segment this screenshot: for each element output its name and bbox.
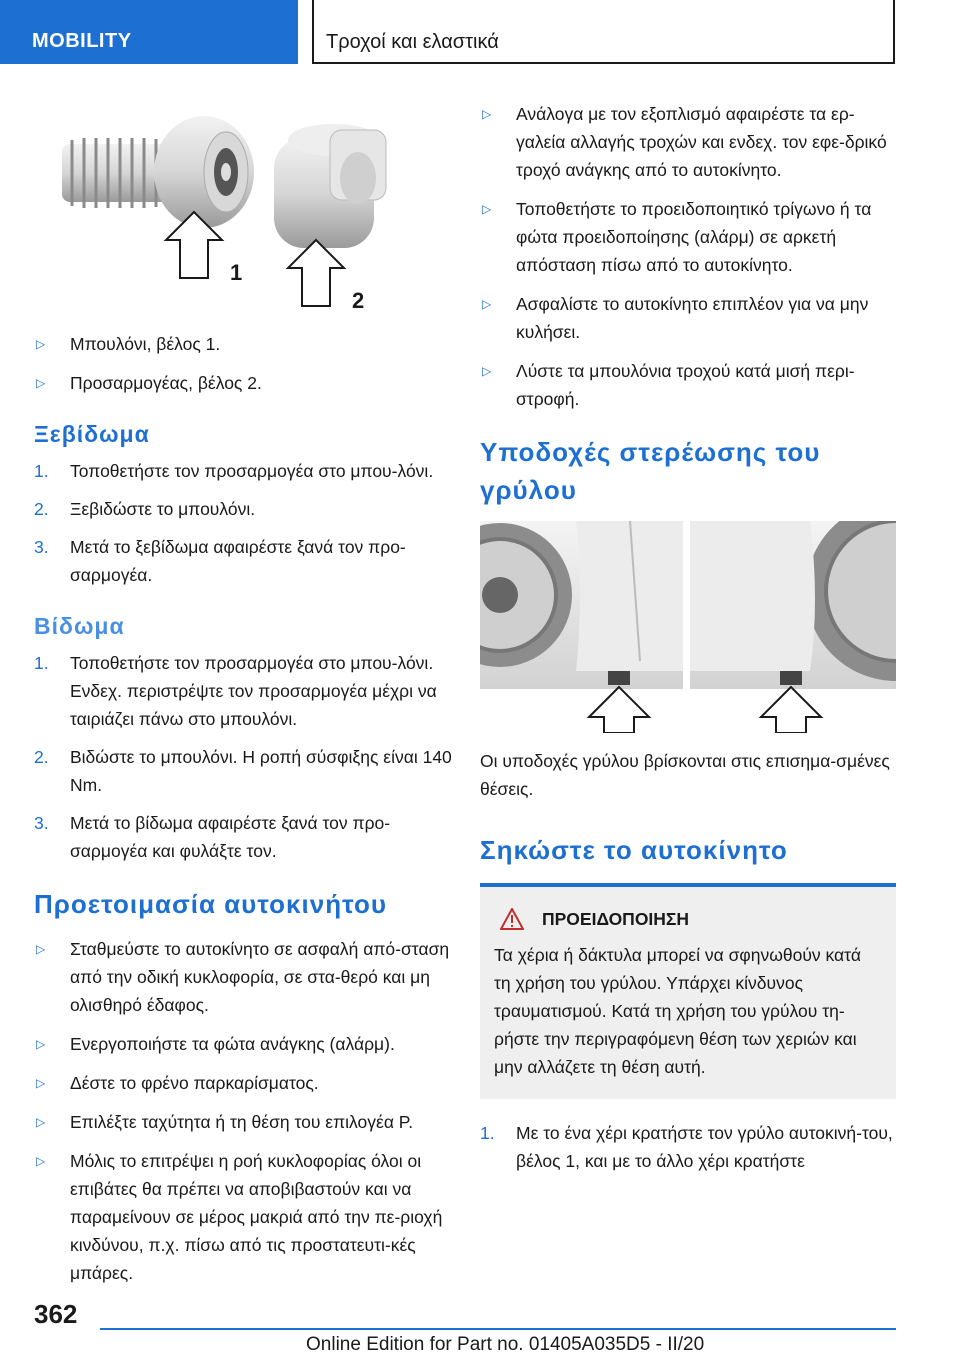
triangle-bullet-icon: ▷ xyxy=(36,1115,46,1129)
triangle-bullet-icon: ▷ xyxy=(36,376,46,390)
chapter-tab xyxy=(0,0,298,64)
triangle-bullet-icon: ▷ xyxy=(482,364,492,378)
list-item: 3. Μετά το βίδωμα αφαιρέστε ξανά τον προ-σαρμογέα και φυλάξτε τον. xyxy=(34,813,391,861)
label-1: 1 xyxy=(230,260,243,285)
warning-title: ΠΡΟΕΙΔΟΠΟΙΗΣΗ xyxy=(494,905,882,933)
list-item: ▷ Προσαρμογέας, βέλος 2. xyxy=(34,369,454,397)
screw-steps xyxy=(34,649,454,865)
arrow-2-icon xyxy=(288,240,344,306)
right-column xyxy=(480,100,896,1185)
raise-steps xyxy=(480,1119,896,1175)
list-item: ▷ Λύστε τα μπουλόνια τροχού κατά μισή περι-στροφή. xyxy=(480,357,896,413)
list-item: ▷ Τοποθετήστε το προειδοποιητικό τρίγωνο ή τα φώτα προειδοποίησης (αλάρμ) σε αρκετή απόσταση πίσω από το αυτοκίνητο. xyxy=(480,195,896,279)
edition-info: Online Edition for Part no. 01405A035D5 - II/20 xyxy=(306,1334,705,1355)
triangle-bullet-icon: ▷ xyxy=(482,202,492,216)
list-item: 1. Με το ένα χέρι κρατήστε τον γρύλο αυτοκινή-του, βέλος 1, και με το άλλο χέρι κρατήστε xyxy=(480,1123,893,1171)
lock-bolt-figure xyxy=(34,108,454,308)
list-item: ▷ Μόλις το επιτρέψει η ροή κυκλοφορίας όλοι οι επιβάτες θα πρέπει να αποβιβαστούν και να παραμείνουν σε μέρος μακριά από την πε-ριοχή κινδύνου, π.χ. πίσω από τις προστατευτι-κές μπάρες. xyxy=(34,1147,454,1287)
rear-jack-point-image xyxy=(690,521,896,689)
figure-legend xyxy=(34,330,454,397)
list-item: 2. Βιδώστε το μπουλόνι. Η ροπή σύσφιξης είναι 140 Nm. xyxy=(34,747,452,795)
list-item: 1. Τοποθετήστε τον προσαρμογέα στο μπου-λόνι. Ενδεχ. περιστρέψτε τον προσαρμογέα μέχρι να ταιριάζει πάνω στο μπουλόνι. xyxy=(34,653,437,729)
page-title: Τροχοί και ελαστικά xyxy=(326,31,499,53)
bolt-image xyxy=(62,116,254,228)
triangle-bullet-icon: ▷ xyxy=(36,1154,46,1168)
triangle-bullet-icon: ▷ xyxy=(36,1037,46,1051)
triangle-bullet-icon: ▷ xyxy=(482,107,492,121)
heading-vehicle-prep: Προετοιμασία αυτοκινήτου xyxy=(34,889,388,919)
jack-points-caption: Οι υποδοχές γρύλου βρίσκονται στις επισημα-σμένες θέσεις. xyxy=(480,751,890,799)
label-2: 2 xyxy=(352,288,365,308)
list-item: 2. Ξεβιδώστε το μπουλόνι. xyxy=(34,499,256,519)
header-divider-right xyxy=(893,0,895,64)
heading-jack-points: Υποδοχές στερέωσης του γρύλου xyxy=(480,437,821,505)
list-item: ▷ Δέστε το φρένο παρκαρίσματος. xyxy=(34,1069,454,1097)
warning-box xyxy=(480,883,896,1099)
triangle-bullet-icon: ▷ xyxy=(36,337,46,351)
front-jack-point-image xyxy=(480,521,684,689)
footer-divider xyxy=(100,1328,896,1330)
unscrew-steps xyxy=(34,457,454,589)
triangle-bullet-icon: ▷ xyxy=(482,297,492,311)
list-item: ▷ Σταθμεύστε το αυτοκίνητο σε ασφαλή από-σταση από την οδική κυκλοφορία, σε στα-θερό και μη ολισθηρό έδαφος. xyxy=(34,935,454,1019)
heading-screw: Βίδωμα xyxy=(34,613,125,639)
left-column xyxy=(34,108,454,1298)
list-item: ▷ Επιλέξτε ταχύτητα ή τη θέση του επιλογέα P. xyxy=(34,1108,454,1136)
triangle-bullet-icon: ▷ xyxy=(36,942,46,956)
jack-points-photo xyxy=(480,521,896,733)
list-item: ▷ Ασφαλίστε το αυτοκίνητο επιπλέον για να μην κυλήσει. xyxy=(480,290,896,346)
chapter-label: MOBILITY xyxy=(32,30,132,52)
warning-text: Τα χέρια ή δάκτυλα μπορεί να σφηνωθούν κατά τη χρήση του γρύλου. Υπάρχει κίνδυνος τραυματισμού. Κατά τη χρήση του γρύλου τη-ρήστε την περιγραφόμενη θέση των χεριών και μην αλλάζετε τη θέση αυτή. xyxy=(494,945,861,1077)
prep-bullets xyxy=(34,935,454,1287)
page-number: 362 xyxy=(34,1299,78,1329)
header-divider xyxy=(312,0,314,64)
prep-bullets-continued xyxy=(480,100,896,413)
warning-triangle-icon xyxy=(500,908,524,930)
heading-unscrew: Ξεβίδωμα xyxy=(34,421,150,447)
list-item: 1. Τοποθετήστε τον προσαρμογέα στο μπου-λόνι. xyxy=(34,461,434,481)
list-item: ▷ Ενεργοποιήστε τα φώτα ανάγκης (αλάρμ). xyxy=(34,1030,454,1058)
adapter-image xyxy=(274,124,386,248)
list-item: ▷ Ανάλογα με τον εξοπλισμό αφαιρέστε τα ερ-γαλεία αλλαγής τροχών και ενδεχ. τον εφε-δρικό τροχό ανάγκης από το αυτοκίνητο. xyxy=(480,100,896,184)
header-underline xyxy=(312,62,895,64)
heading-raise-vehicle: Σηκώστε το αυτοκίνητο xyxy=(480,835,788,865)
list-item: ▷ Μπουλόνι, βέλος 1. xyxy=(34,330,454,358)
list-item: 3. Μετά το ξεβίδωμα αφαιρέστε ξανά τον προ-σαρμογέα. xyxy=(34,537,406,585)
triangle-bullet-icon: ▷ xyxy=(36,1076,46,1090)
